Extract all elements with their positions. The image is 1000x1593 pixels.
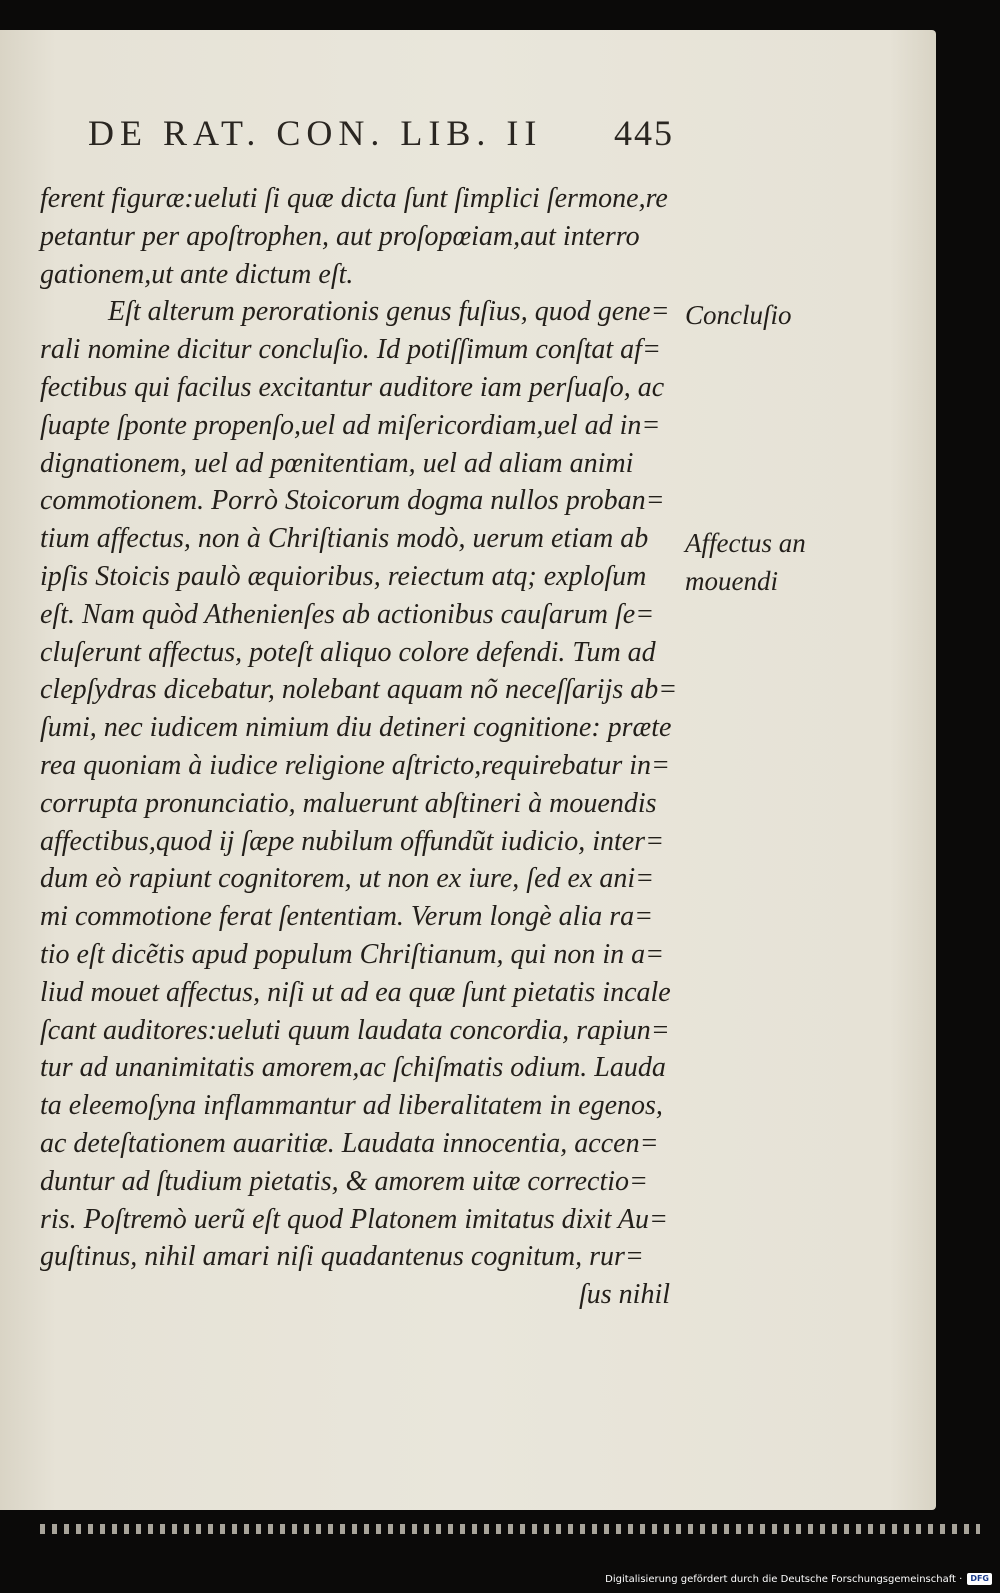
digitization-credit <box>605 1571 992 1587</box>
text-line: ſuapte ſponte propenſo,uel ad miſericordiam,uel ad in= <box>40 409 661 441</box>
text-line: dum eò rapiunt cognitorem, ut non ex iure, ſed ex ani= <box>40 863 655 895</box>
credit-text: Digitalisierung gefördert durch die Deutsche Forschungsgemeinschaft · <box>605 1573 963 1585</box>
text-line: fectibus qui facilus excitantur auditore iam perſuaſo, ac <box>40 371 665 403</box>
dfg-logo: DFG <box>967 1573 992 1585</box>
text-line: mi commotione ferat ſententiam. Verum longè alia ra= <box>40 901 654 933</box>
text-line: ſcant auditores:ueluti quum laudata concordia, rapiun= <box>40 1014 670 1046</box>
text-line: rea quoniam à iudice religione aſtricto,requirebatur in= <box>40 749 670 781</box>
text-line: gationem,ut ante dictum eſt. <box>40 258 354 290</box>
margin-note-text: Concluſio <box>685 300 792 330</box>
text-line: ac deteſtationem auaritiæ. Laudata innocentia, accen= <box>40 1127 659 1159</box>
body-text <box>40 180 690 1314</box>
margin-note-affectus <box>685 524 806 600</box>
catchword: ſus nihil <box>578 1279 670 1311</box>
text-line: ipſis Stoicis paulò æquioribus, reiectum atq; exploſum <box>40 560 647 592</box>
margin-note-text: mouendi <box>685 566 778 596</box>
margin-note-conclusio <box>685 296 792 334</box>
running-head <box>88 112 708 156</box>
text-line: clepſydras dicebatur, nolebant aquam nõ neceſſarijs ab= <box>40 674 678 706</box>
text-line: guſtinus, nihil amari niſi quadantenus cognitum, rur= <box>40 1241 644 1273</box>
page-number: 445 <box>614 113 674 153</box>
text-line: corrupta pronunciatio, maluerunt abſtineri à mouendis <box>40 787 657 819</box>
text-line: ſumi, nec iudicem nimium diu detineri cognitione: præte <box>40 712 672 744</box>
text-line: affectibus,quod ij ſæpe nubilum offundũt iudicio, inter= <box>40 825 664 857</box>
scan-ruler-strip <box>40 1524 980 1534</box>
margin-note-text: Affectus an <box>685 528 806 558</box>
text-line: tium affectus, non à Chriſtianis modò, uerum etiam ab <box>40 523 649 555</box>
text-line: tur ad unanimitatis amorem,ac ſchiſmatis odium. Lauda <box>40 1052 666 1084</box>
text-line: cluſerunt affectus, poteſt aliquo colore defendi. Tum ad <box>40 636 656 668</box>
running-head-title: DE RAT. CON. LIB. II <box>88 113 543 153</box>
text-line: liud mouet affectus, niſi ut ad ea quæ ſunt pietatis incale <box>40 976 671 1008</box>
text-line: commotionem. Porrò Stoicorum dogma nullos proban= <box>40 485 665 517</box>
text-line: rali nomine dicitur concluſio. Id potiſſimum conſtat af= <box>40 334 661 366</box>
text-line: duntur ad ſtudium pietatis, & amorem uitæ correctio= <box>40 1165 648 1197</box>
text-line: tio eſt dicẽtis apud populum Chriſtianum, qui non in a= <box>40 938 664 970</box>
text-line: eſt. Nam quòd Athenienſes ab actionibus cauſarum ſe= <box>40 598 655 630</box>
text-line: ferent figuræ:ueluti ſi quæ dicta ſunt ſimplici ſermone,re <box>40 183 668 214</box>
text-line: petantur per apoſtrophen, aut proſopœiam,aut interro <box>40 220 640 252</box>
text-line: ta eleemoſyna inflammantur ad liberalitatem in egenos, <box>40 1090 663 1122</box>
text-line: dignationem, uel ad pœnitentiam, uel ad aliam animi <box>40 447 634 479</box>
text-line: Eſt alterum perorationis genus fuſius, quod gene= <box>108 296 670 328</box>
text-line: ris. Poſtremò uerũ eſt quod Platonem imitatus dixit Au= <box>40 1203 668 1235</box>
